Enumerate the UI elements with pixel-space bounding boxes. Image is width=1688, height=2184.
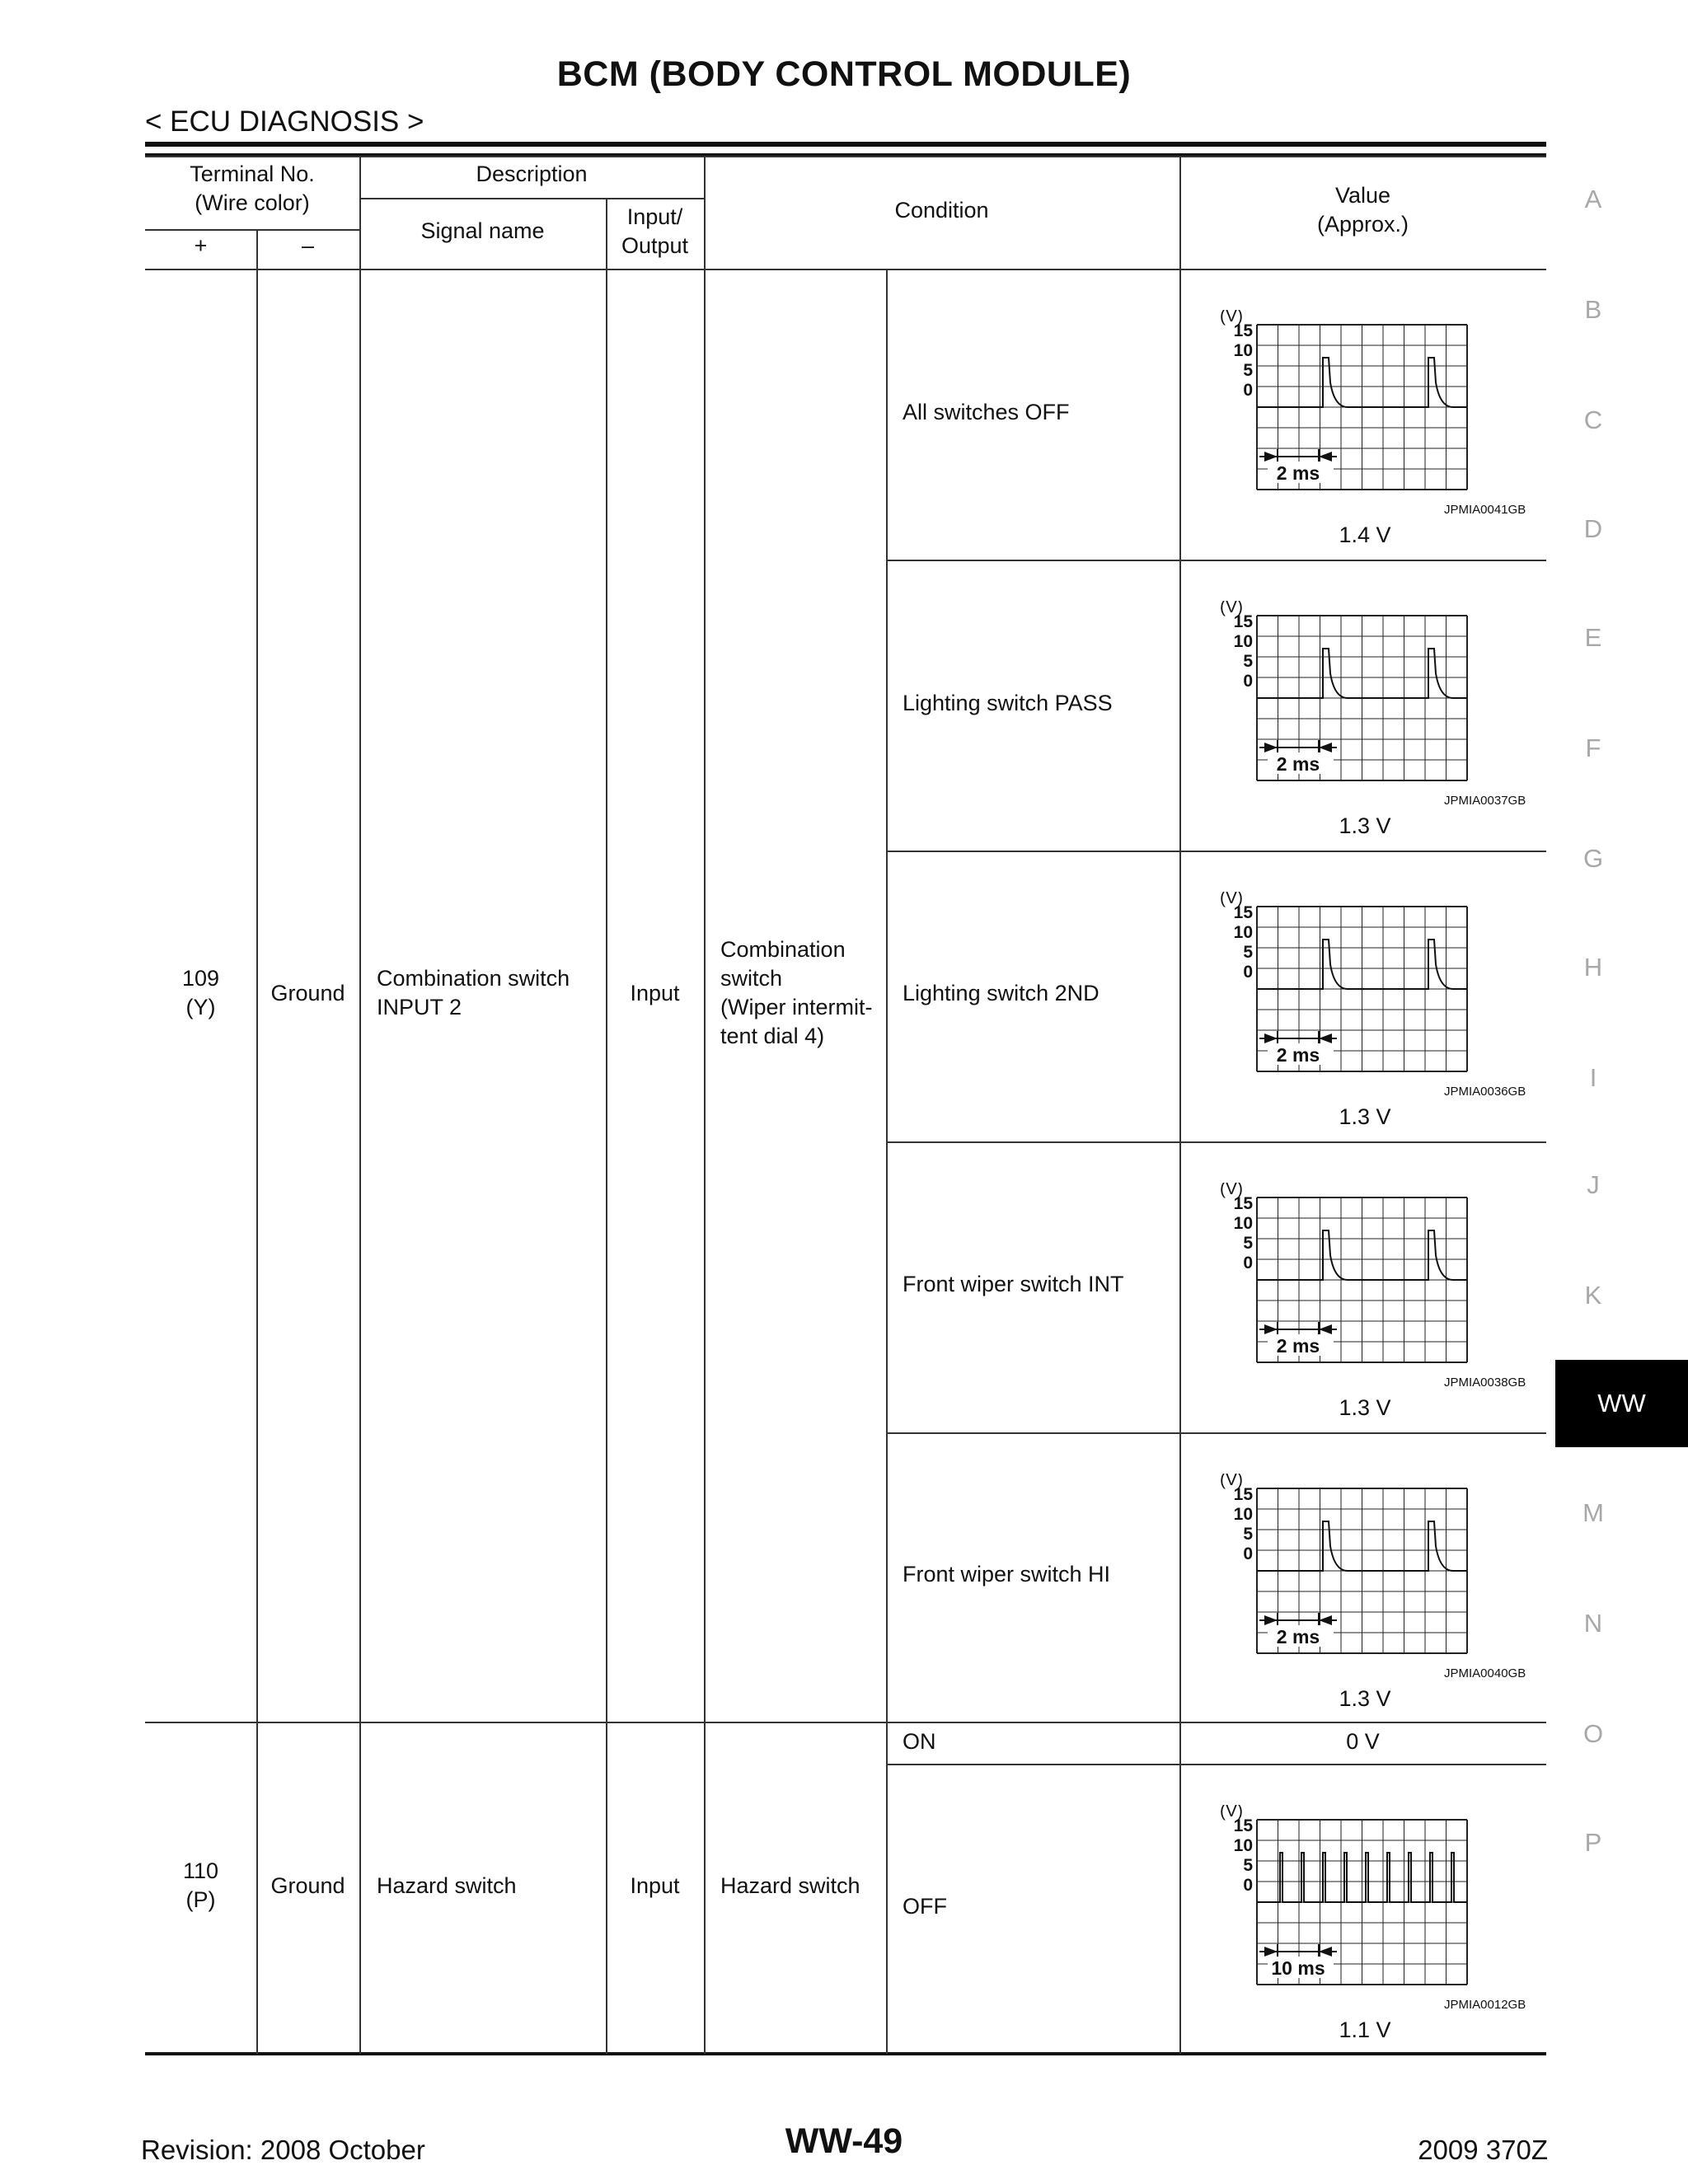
- scope-y-tick: 5: [1243, 652, 1253, 671]
- scope-time-scale-label: 2 ms: [1276, 462, 1320, 484]
- figure-code: JPMIA0036GB: [1444, 1085, 1526, 1099]
- scope-scale-arrow: [1319, 1324, 1332, 1334]
- header-input-output-1: Input/: [626, 204, 683, 229]
- footer-model: 2009 370Z: [1418, 2135, 1548, 2165]
- subrow-divider-4: [886, 1432, 1546, 1434]
- condition-109-l1: Combination: [720, 937, 846, 962]
- scope-unit-label: (V): [1220, 310, 1243, 326]
- scope-y-tick: 5: [1243, 943, 1253, 962]
- side-index-a[interactable]: A: [1584, 185, 1602, 213]
- scope-jpmia0012gb: [1220, 1805, 1517, 2052]
- scope-y-tick: 0: [1243, 381, 1253, 400]
- scope-y-tick: 10: [1233, 632, 1253, 651]
- side-index-p[interactable]: P: [1584, 1828, 1602, 1857]
- subcondition-int: Front wiper switch INT: [903, 1272, 1124, 1296]
- figure-code: JPMIA0038GB: [1444, 1376, 1526, 1390]
- condition-109-l2: switch: [720, 966, 783, 991]
- page-title: BCM (BODY CONTROL MODULE): [556, 54, 1132, 94]
- value-on: 0 V: [1346, 1729, 1380, 1754]
- signal-name-110: Hazard switch: [377, 1873, 517, 1898]
- table-bottom-border: [145, 2052, 1546, 2055]
- scope-scale-arrow: [1319, 743, 1332, 752]
- scope-y-tick: 10: [1233, 1214, 1253, 1233]
- side-index-b[interactable]: B: [1584, 295, 1602, 324]
- section-label: < ECU DIAGNOSIS >: [145, 105, 424, 138]
- header-approx: (Approx.): [1316, 212, 1409, 237]
- scope-jpmia0038gb: [1220, 1183, 1517, 1430]
- scope-scale-arrow: [1319, 1615, 1332, 1625]
- side-index-o[interactable]: O: [1582, 1719, 1604, 1748]
- terminal-110: 110: [182, 1858, 219, 1883]
- header-description: Description: [476, 162, 588, 186]
- scope-y-tick: 15: [1233, 1485, 1253, 1504]
- header-value: Value: [1334, 183, 1391, 208]
- value-approx: 1.3 V: [1339, 1395, 1391, 1420]
- header-signal-name: Signal name: [420, 218, 545, 243]
- subcondition-2nd: Lighting switch 2ND: [903, 981, 1100, 1005]
- scope-time-scale-label: 2 ms: [1276, 1626, 1320, 1647]
- footer-page-number: WW-49: [785, 2121, 903, 2161]
- io-110: Input: [630, 1873, 680, 1898]
- col-line-condition: [704, 156, 706, 2054]
- value-approx: 1.3 V: [1339, 813, 1391, 838]
- scope-y-tick: 10: [1233, 923, 1253, 942]
- scope-y-tick: 10: [1233, 1836, 1253, 1855]
- side-index-n[interactable]: N: [1583, 1609, 1603, 1638]
- scope-jpmia0040gb: [1220, 1474, 1517, 1721]
- figure-code: JPMIA0041GB: [1444, 503, 1526, 517]
- side-index-c[interactable]: C: [1583, 405, 1603, 434]
- header-divider-desc: [359, 198, 704, 199]
- header-rule-thick: [145, 142, 1546, 147]
- side-index-g[interactable]: G: [1582, 844, 1604, 873]
- figure-code: JPMIA0037GB: [1444, 794, 1526, 808]
- figure-code: JPMIA0012GB: [1444, 1998, 1526, 2012]
- side-index-m[interactable]: M: [1582, 1498, 1604, 1527]
- header-wire-color: (Wire color): [195, 190, 310, 215]
- scope-time-scale-label: 10 ms: [1271, 1957, 1325, 1979]
- side-index-k[interactable]: K: [1584, 1281, 1602, 1310]
- side-index-f[interactable]: F: [1585, 733, 1601, 762]
- scope-y-tick: 5: [1243, 1525, 1253, 1544]
- ground-110: Ground: [270, 1873, 345, 1898]
- scope-unit-label: (V): [1220, 1474, 1243, 1489]
- scope-y-tick: 15: [1233, 903, 1253, 922]
- scope-scale-arrow: [1264, 1033, 1278, 1043]
- header-terminal-no: Terminal No.: [190, 162, 315, 186]
- header-input-output-2: Output: [621, 233, 689, 258]
- scope-unit-label: (V): [1220, 1805, 1243, 1821]
- col-line-subcondition: [886, 269, 888, 2054]
- col-line-minus: [256, 229, 258, 2054]
- subcondition-hi: Front wiper switch HI: [903, 1562, 1111, 1586]
- header-plus: +: [194, 233, 208, 258]
- header-bottom-border: [145, 269, 1546, 270]
- scope-unit-label: (V): [1220, 1183, 1243, 1198]
- scope-time-scale-label: 2 ms: [1276, 1335, 1320, 1357]
- side-index-i[interactable]: I: [1589, 1063, 1597, 1092]
- scope-y-tick: 0: [1243, 1876, 1253, 1895]
- condition-109-l3: (Wiper intermit-: [720, 995, 873, 1019]
- scope-y-tick: 15: [1233, 321, 1253, 340]
- side-index-d[interactable]: D: [1583, 514, 1603, 543]
- io-109: Input: [630, 981, 680, 1005]
- scope-scale-arrow: [1319, 1947, 1332, 1957]
- scope-scale-arrow: [1319, 1033, 1332, 1043]
- table-top-border: [145, 156, 1546, 157]
- scope-y-tick: 5: [1243, 1856, 1253, 1875]
- side-index-ww-active[interactable]: WW: [1555, 1360, 1688, 1447]
- subcondition-all-off: All switches OFF: [903, 400, 1070, 424]
- scope-y-tick: 0: [1243, 1544, 1253, 1563]
- scope-y-tick: 10: [1233, 341, 1253, 360]
- scope-y-tick: 15: [1233, 612, 1253, 631]
- scope-time-scale-label: 2 ms: [1276, 753, 1320, 775]
- signal-name-109-line2: INPUT 2: [377, 995, 462, 1019]
- scope-time-scale-label: 2 ms: [1276, 1044, 1320, 1066]
- condition-110: Hazard switch: [720, 1873, 860, 1898]
- scope-scale-arrow: [1264, 743, 1278, 752]
- scope-jpmia0037gb: [1220, 601, 1517, 848]
- scope-scale-arrow: [1319, 452, 1332, 462]
- signal-name-109: Combination switch: [377, 966, 570, 991]
- col-line-io: [606, 198, 607, 2054]
- scope-scale-arrow: [1264, 1615, 1278, 1625]
- scope-y-tick: 0: [1243, 1254, 1253, 1272]
- side-index-j[interactable]: J: [1587, 1170, 1600, 1199]
- col-line-signal: [359, 156, 361, 2054]
- wire-color-110: (P): [185, 1887, 216, 1912]
- scope-y-tick: 0: [1243, 672, 1253, 691]
- scope-jpmia0041gb: [1220, 310, 1517, 557]
- header-minus: –: [301, 233, 315, 258]
- subrow-divider-1: [886, 560, 1546, 561]
- row-divider-109-110: [145, 1722, 1546, 1723]
- scope-y-tick: 15: [1233, 1816, 1253, 1835]
- value-approx: 1.3 V: [1339, 1104, 1391, 1129]
- header-condition: Condition: [894, 198, 989, 223]
- scope-y-tick: 5: [1243, 361, 1253, 380]
- subrow-divider-2: [886, 851, 1546, 852]
- subcondition-pass: Lighting switch PASS: [903, 691, 1113, 715]
- condition-109-l4: tent dial 4): [720, 1024, 825, 1048]
- side-index-h[interactable]: H: [1583, 953, 1603, 982]
- subrow-divider-110: [886, 1764, 1546, 1765]
- wire-color-109: (Y): [185, 995, 216, 1019]
- scope-unit-label: (V): [1220, 601, 1243, 616]
- figure-code: JPMIA0040GB: [1444, 1666, 1526, 1680]
- scope-y-tick: 10: [1233, 1505, 1253, 1524]
- scope-unit-label: (V): [1220, 892, 1243, 907]
- scope-y-tick: 0: [1243, 963, 1253, 982]
- ground-109: Ground: [270, 981, 345, 1005]
- value-approx: 1.4 V: [1339, 523, 1391, 547]
- scope-scale-arrow: [1264, 1324, 1278, 1334]
- value-approx: 1.1 V: [1339, 2018, 1391, 2042]
- terminal-109: 109: [181, 966, 220, 991]
- scope-jpmia0036gb: [1220, 892, 1517, 1139]
- header-divider-terminal: [145, 229, 361, 231]
- scope-y-tick: 15: [1233, 1194, 1253, 1213]
- footer-revision: Revision: 2008 October: [141, 2135, 425, 2165]
- col-line-value: [1179, 156, 1181, 2054]
- subcondition-on: ON: [903, 1729, 936, 1754]
- scope-scale-arrow: [1264, 1947, 1278, 1957]
- subrow-divider-3: [886, 1141, 1546, 1143]
- value-approx: 1.3 V: [1339, 1686, 1391, 1711]
- scope-y-tick: 5: [1243, 1234, 1253, 1253]
- subcondition-off: OFF: [903, 1894, 947, 1919]
- scope-scale-arrow: [1264, 452, 1278, 462]
- side-index-e[interactable]: E: [1584, 623, 1602, 652]
